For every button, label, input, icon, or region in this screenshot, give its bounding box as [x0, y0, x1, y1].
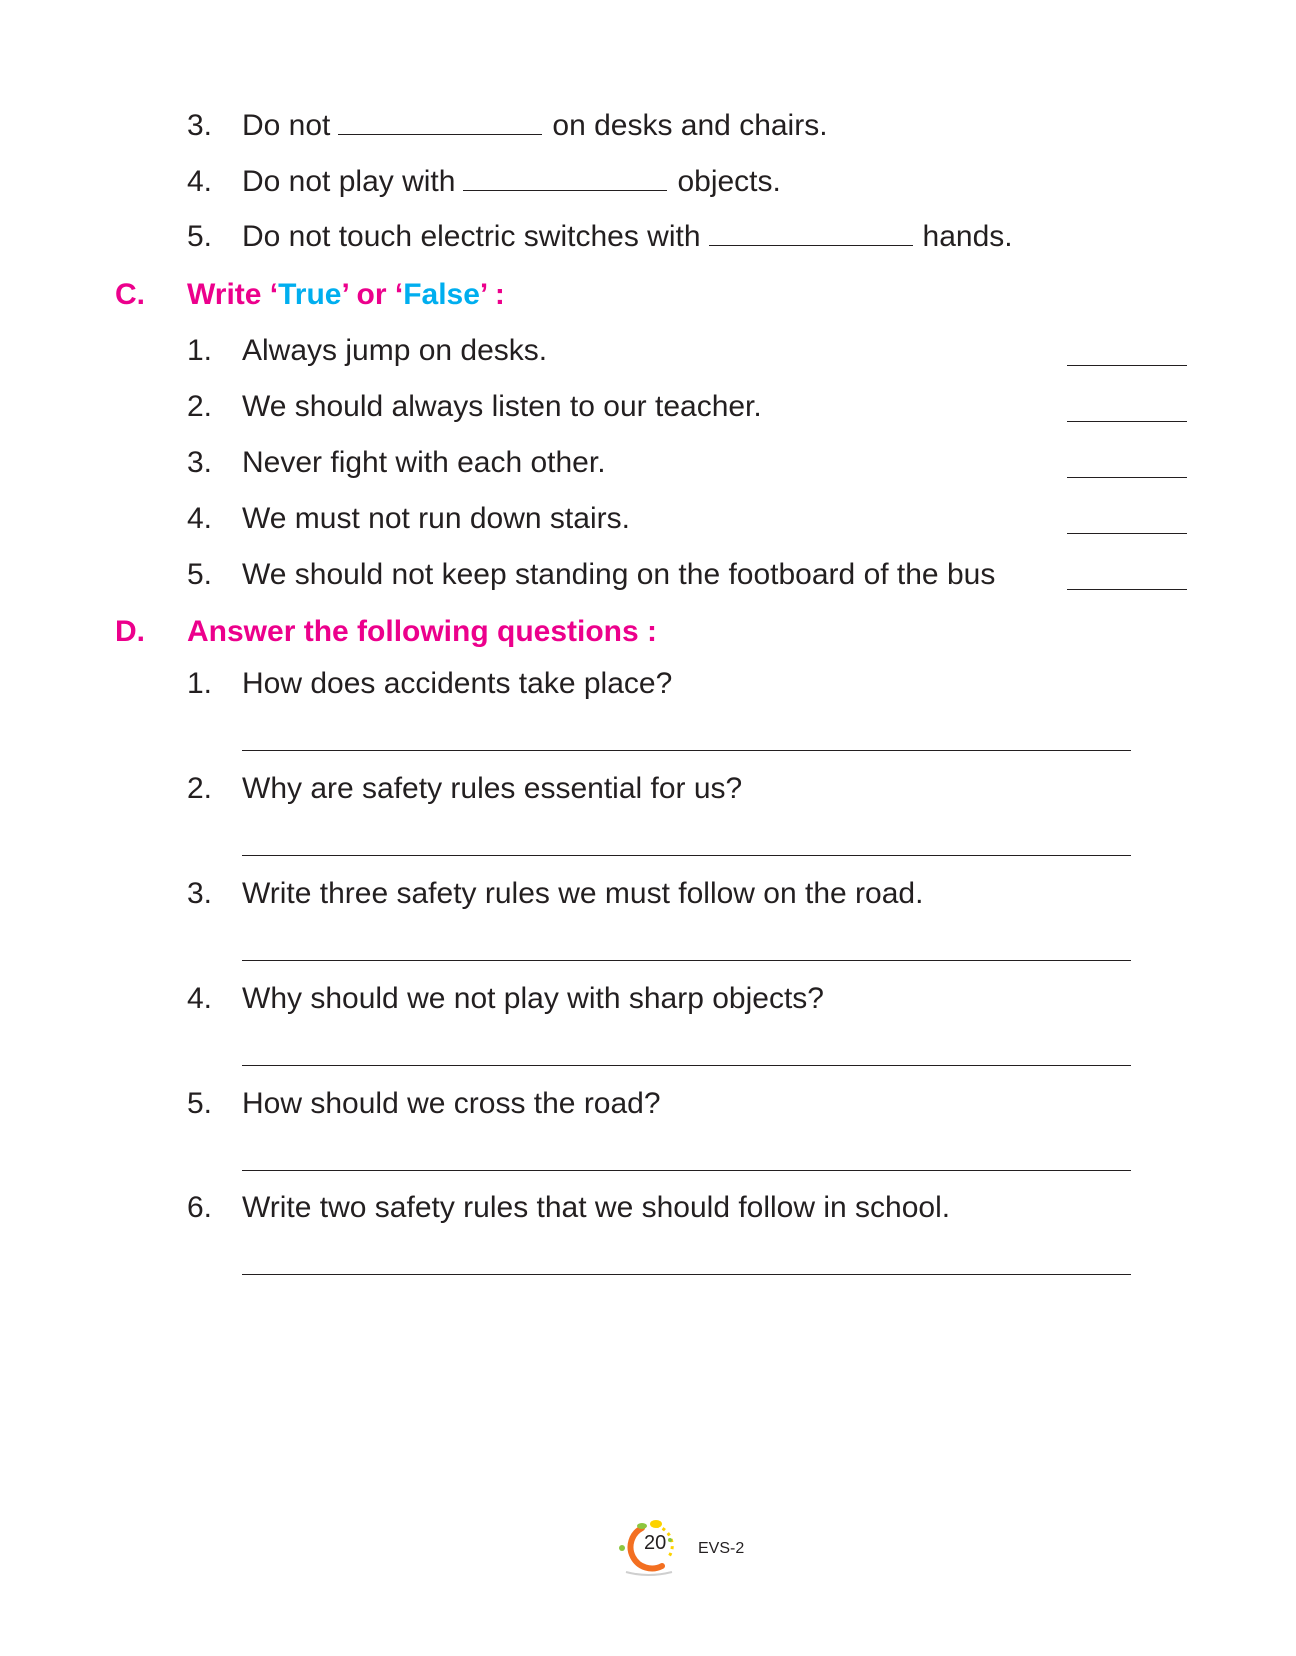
item-number: 4.	[187, 165, 213, 198]
page-footer	[612, 1518, 752, 1578]
item-text-after: hands.	[922, 220, 1013, 253]
answer-line[interactable]	[242, 750, 1131, 751]
item-number: 6.	[187, 1191, 213, 1224]
question-text: How should we cross the road?	[242, 1087, 661, 1120]
book-label: EVS-2	[698, 1540, 745, 1557]
answer-blank[interactable]	[1067, 477, 1187, 478]
item-number: 3.	[187, 109, 213, 142]
title-part: ’ :	[479, 278, 505, 311]
item-number: 1.	[187, 667, 213, 700]
fill-blank[interactable]	[709, 221, 913, 246]
section-letter: D.	[115, 615, 145, 648]
item-number: 3.	[187, 446, 213, 479]
item-text-after: objects.	[677, 165, 781, 198]
item-number: 5.	[187, 220, 213, 253]
fill-blank[interactable]	[463, 166, 667, 191]
question-text: Write three safety rules we must follow on the road.	[242, 877, 924, 910]
item-number: 5.	[187, 1087, 213, 1120]
item-text: We should not keep standing on the footboard of the bus	[242, 558, 996, 591]
item-number: 5.	[187, 558, 213, 591]
question-text: Write two safety rules that we should follow in school.	[242, 1191, 951, 1224]
question-text: How does accidents take place?	[242, 667, 673, 700]
answer-line[interactable]	[242, 960, 1131, 961]
item-text: Always jump on desks.	[242, 334, 548, 367]
item-text: We should always listen to our teacher.	[242, 390, 762, 423]
answer-line[interactable]	[242, 1170, 1131, 1171]
item-text-before: Do not touch electric switches with	[242, 220, 701, 253]
item-number: 4.	[187, 982, 213, 1015]
title-part: ’ or ‘	[341, 278, 404, 311]
answer-blank[interactable]	[1067, 365, 1187, 366]
item-number: 4.	[187, 502, 213, 535]
question-text: Why should we not play with sharp objects?	[242, 982, 824, 1015]
answer-line[interactable]	[242, 1274, 1131, 1275]
item-number: 2.	[187, 772, 213, 805]
answer-line[interactable]	[242, 855, 1131, 856]
answer-blank[interactable]	[1067, 589, 1187, 590]
item-number: 2.	[187, 390, 213, 423]
item-number: 1.	[187, 334, 213, 367]
section-title: Answer the following questions :	[187, 615, 658, 648]
section-title	[187, 277, 505, 313]
answer-blank[interactable]	[1067, 533, 1187, 534]
item-number: 3.	[187, 877, 213, 910]
page-number: 20	[644, 1532, 667, 1554]
answer-line[interactable]	[242, 1065, 1131, 1066]
item-text-before: Do not	[242, 109, 331, 142]
fill-blank[interactable]	[338, 110, 542, 135]
answer-blank[interactable]	[1067, 421, 1187, 422]
item-text-before: Do not play with	[242, 165, 456, 198]
true-word: True	[278, 278, 342, 311]
false-word: False	[403, 278, 480, 311]
item-text: We must not run down stairs.	[242, 502, 630, 535]
item-text-after: on desks and chairs.	[552, 109, 828, 142]
question-text: Why are safety rules essential for us?	[242, 772, 743, 805]
section-letter: C.	[115, 278, 145, 311]
title-part: Write ‘	[187, 278, 279, 311]
item-text: Never fight with each other.	[242, 446, 606, 479]
